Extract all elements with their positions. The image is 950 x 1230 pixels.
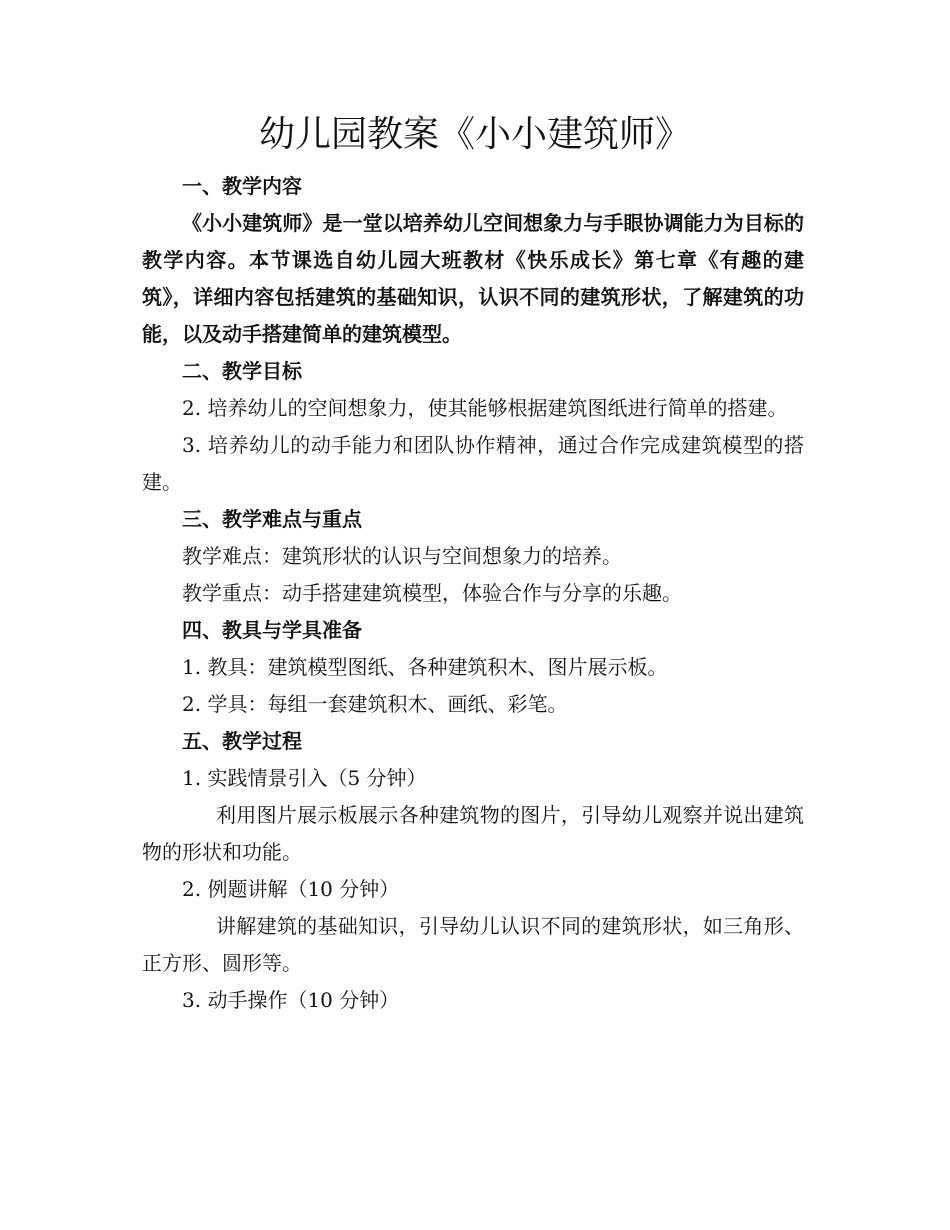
section-heading-materials: 四、教具与学具准备: [182, 618, 362, 642]
document-body: [142, 168, 804, 1019]
process-step-title: 3. 动手操作（10 分钟）: [182, 988, 400, 1012]
section-heading-teaching-content: 一、教学内容: [182, 174, 302, 198]
process-step-body: 利用图片展示板展示各种建筑物的图片，引导幼儿观察并说出建筑物的形状和功能。: [142, 803, 804, 864]
section-heading-teaching-goals: 二、教学目标: [182, 359, 302, 383]
process-step-title: 1. 实践情景引入（5 分钟）: [182, 766, 427, 790]
teaching-key-point: 教学重点：动手搭建建筑模型，体验合作与分享的乐趣。: [182, 581, 682, 605]
materials-item: 1. 教具：建筑模型图纸、各种建筑积木、图片展示板。: [182, 655, 668, 679]
process-step-title: 2. 例题讲解（10 分钟）: [182, 877, 400, 901]
process-step-body: 讲解建筑的基础知识，引导幼儿认识不同的建筑形状，如三角形、正方形、圆形等。: [142, 914, 804, 975]
teaching-content-paragraph: 《小小建筑师》是一堂以培养幼儿空间想象力与手眼协调能力为目标的教学内容。本节课选自幼儿园大班教材《快乐成长》第七章《有趣的建筑》，详细内容包括建筑的基础知识，认识不同的建筑形状，了解建筑的功能，以及动手搭建简单的建筑模型。: [142, 211, 804, 346]
materials-item: 2. 学具：每组一套建筑积木、画纸、彩笔。: [182, 692, 568, 716]
teaching-difficulty: 教学难点：建筑形状的认识与空间想象力的培养。: [182, 544, 622, 568]
section-heading-process: 五、教学过程: [182, 729, 302, 753]
document-title: 幼儿园教案《小小建筑师》: [258, 114, 691, 155]
teaching-goal-item: 2. 培养幼儿的空间想象力，使其能够根据建筑图纸进行简单的搭建。: [182, 396, 788, 420]
section-heading-difficulties: 三、教学难点与重点: [182, 507, 362, 531]
teaching-goal-item: 3. 培养幼儿的动手能力和团队协作精神，通过合作完成建筑模型的搭建。: [142, 433, 804, 494]
